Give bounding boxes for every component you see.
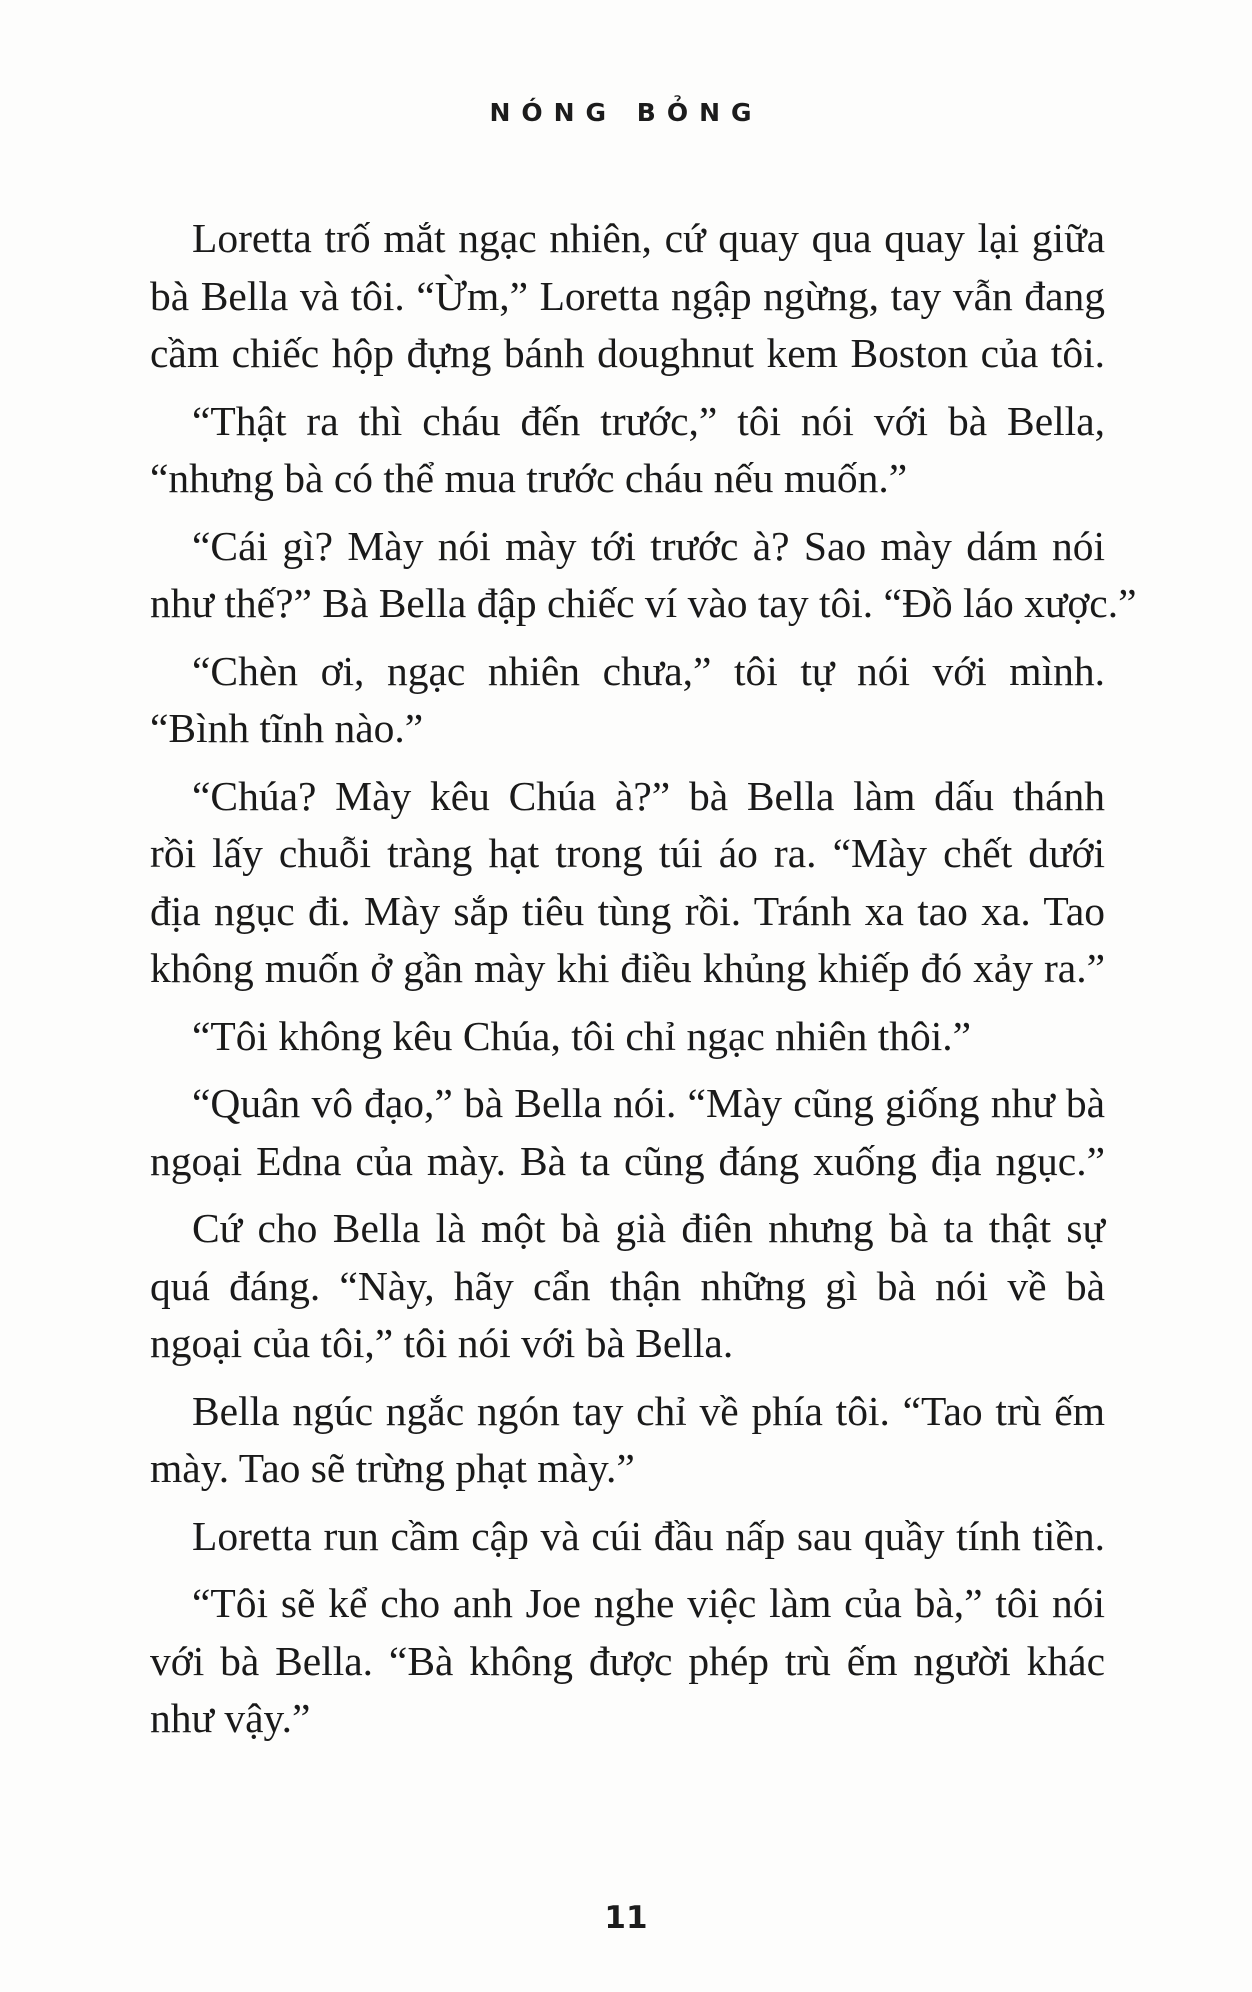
text-line: “Cái gì? Mày nói mày tới trước à? Sao mày dám nói bbox=[192, 522, 1105, 569]
text-line: như thế?” Bà Bella đập chiếc ví vào tay tôi. “Đồ láo xược.” bbox=[150, 580, 1137, 626]
text-line: bà Bella và tôi. “Ừm,” Loretta ngập ngừng, tay vẫn đang bbox=[150, 272, 1105, 319]
text-line: ngoại của tôi,” tôi nói với bà Bella. bbox=[150, 1320, 734, 1366]
paragraph-1 bbox=[150, 210, 1105, 383]
text-line: với bà Bella. “Bà không được phép trù ếm người khác bbox=[150, 1637, 1105, 1684]
running-header: NÓNG BỎNG bbox=[489, 98, 763, 127]
text-line: “Thật ra thì cháu đến trước,” tôi nói với bà Bella, bbox=[192, 397, 1105, 444]
text-line: “Quân vô đạo,” bà Bella nói. “Mày cũng giống như bà bbox=[192, 1080, 1105, 1126]
text-line: “Bình tĩnh nào.” bbox=[150, 705, 424, 751]
page-number: 11 bbox=[604, 1900, 648, 1936]
text-line: quá đáng. “Này, hãy cẩn thận những gì bà nói về bà bbox=[150, 1262, 1105, 1309]
text-line: không muốn ở gần mày khi điều khủng khiếp đó xảy ra.” bbox=[150, 945, 1105, 991]
text-line: “Tôi không kêu Chúa, tôi chỉ ngạc nhiên thôi.” bbox=[192, 1012, 972, 1059]
text-line: Bella ngúc ngắc ngón tay chỉ về phía tôi. “Tao trù ếm bbox=[192, 1387, 1105, 1434]
text-line: Loretta run cầm cập và cúi đầu nấp sau quầy tính tiền. bbox=[192, 1512, 1105, 1559]
paragraph-7 bbox=[150, 1075, 1105, 1190]
paragraph-4 bbox=[150, 643, 1105, 758]
text-line: “Chèn ơi, ngạc nhiên chưa,” tôi tự nói với mình. bbox=[192, 647, 1105, 694]
body-text bbox=[150, 210, 1137, 1758]
paragraph-3 bbox=[150, 518, 1137, 633]
text-line: rồi lấy chuỗi tràng hạt trong túi áo ra. “Mày chết dưới bbox=[150, 830, 1105, 876]
text-line: ngoại Edna của mày. Bà ta cũng đáng xuống địa ngục.” bbox=[150, 1137, 1105, 1184]
paragraph-6 bbox=[150, 1008, 1105, 1066]
paragraph-10 bbox=[150, 1508, 1105, 1566]
paragraph-5 bbox=[150, 768, 1105, 998]
text-line: “Chúa? Mày kêu Chúa à?” bà Bella làm dấu thánh bbox=[192, 772, 1105, 819]
text-line: cầm chiếc hộp đựng bánh doughnut kem Boston của tôi. bbox=[150, 330, 1105, 376]
text-line: Loretta trố mắt ngạc nhiên, cứ quay qua quay lại giữa bbox=[192, 215, 1105, 261]
paragraph-8 bbox=[150, 1200, 1105, 1373]
paragraph-2 bbox=[150, 393, 1105, 508]
text-line: “nhưng bà có thể mua trước cháu nếu muốn.” bbox=[150, 455, 908, 501]
paragraph-9 bbox=[150, 1383, 1105, 1498]
text-line: mày. Tao sẽ trừng phạt mày.” bbox=[150, 1445, 635, 1491]
paragraph-11 bbox=[150, 1575, 1105, 1748]
text-line: như vậy.” bbox=[150, 1695, 311, 1741]
text-line: Cứ cho Bella là một bà già điên nhưng bà ta thật sự bbox=[192, 1205, 1105, 1251]
text-line: “Tôi sẽ kể cho anh Joe nghe việc làm của bà,” tôi nói bbox=[192, 1580, 1105, 1626]
text-line: địa ngục đi. Mày sắp tiêu tùng rồi. Tránh xa tao xa. Tao bbox=[150, 887, 1105, 934]
